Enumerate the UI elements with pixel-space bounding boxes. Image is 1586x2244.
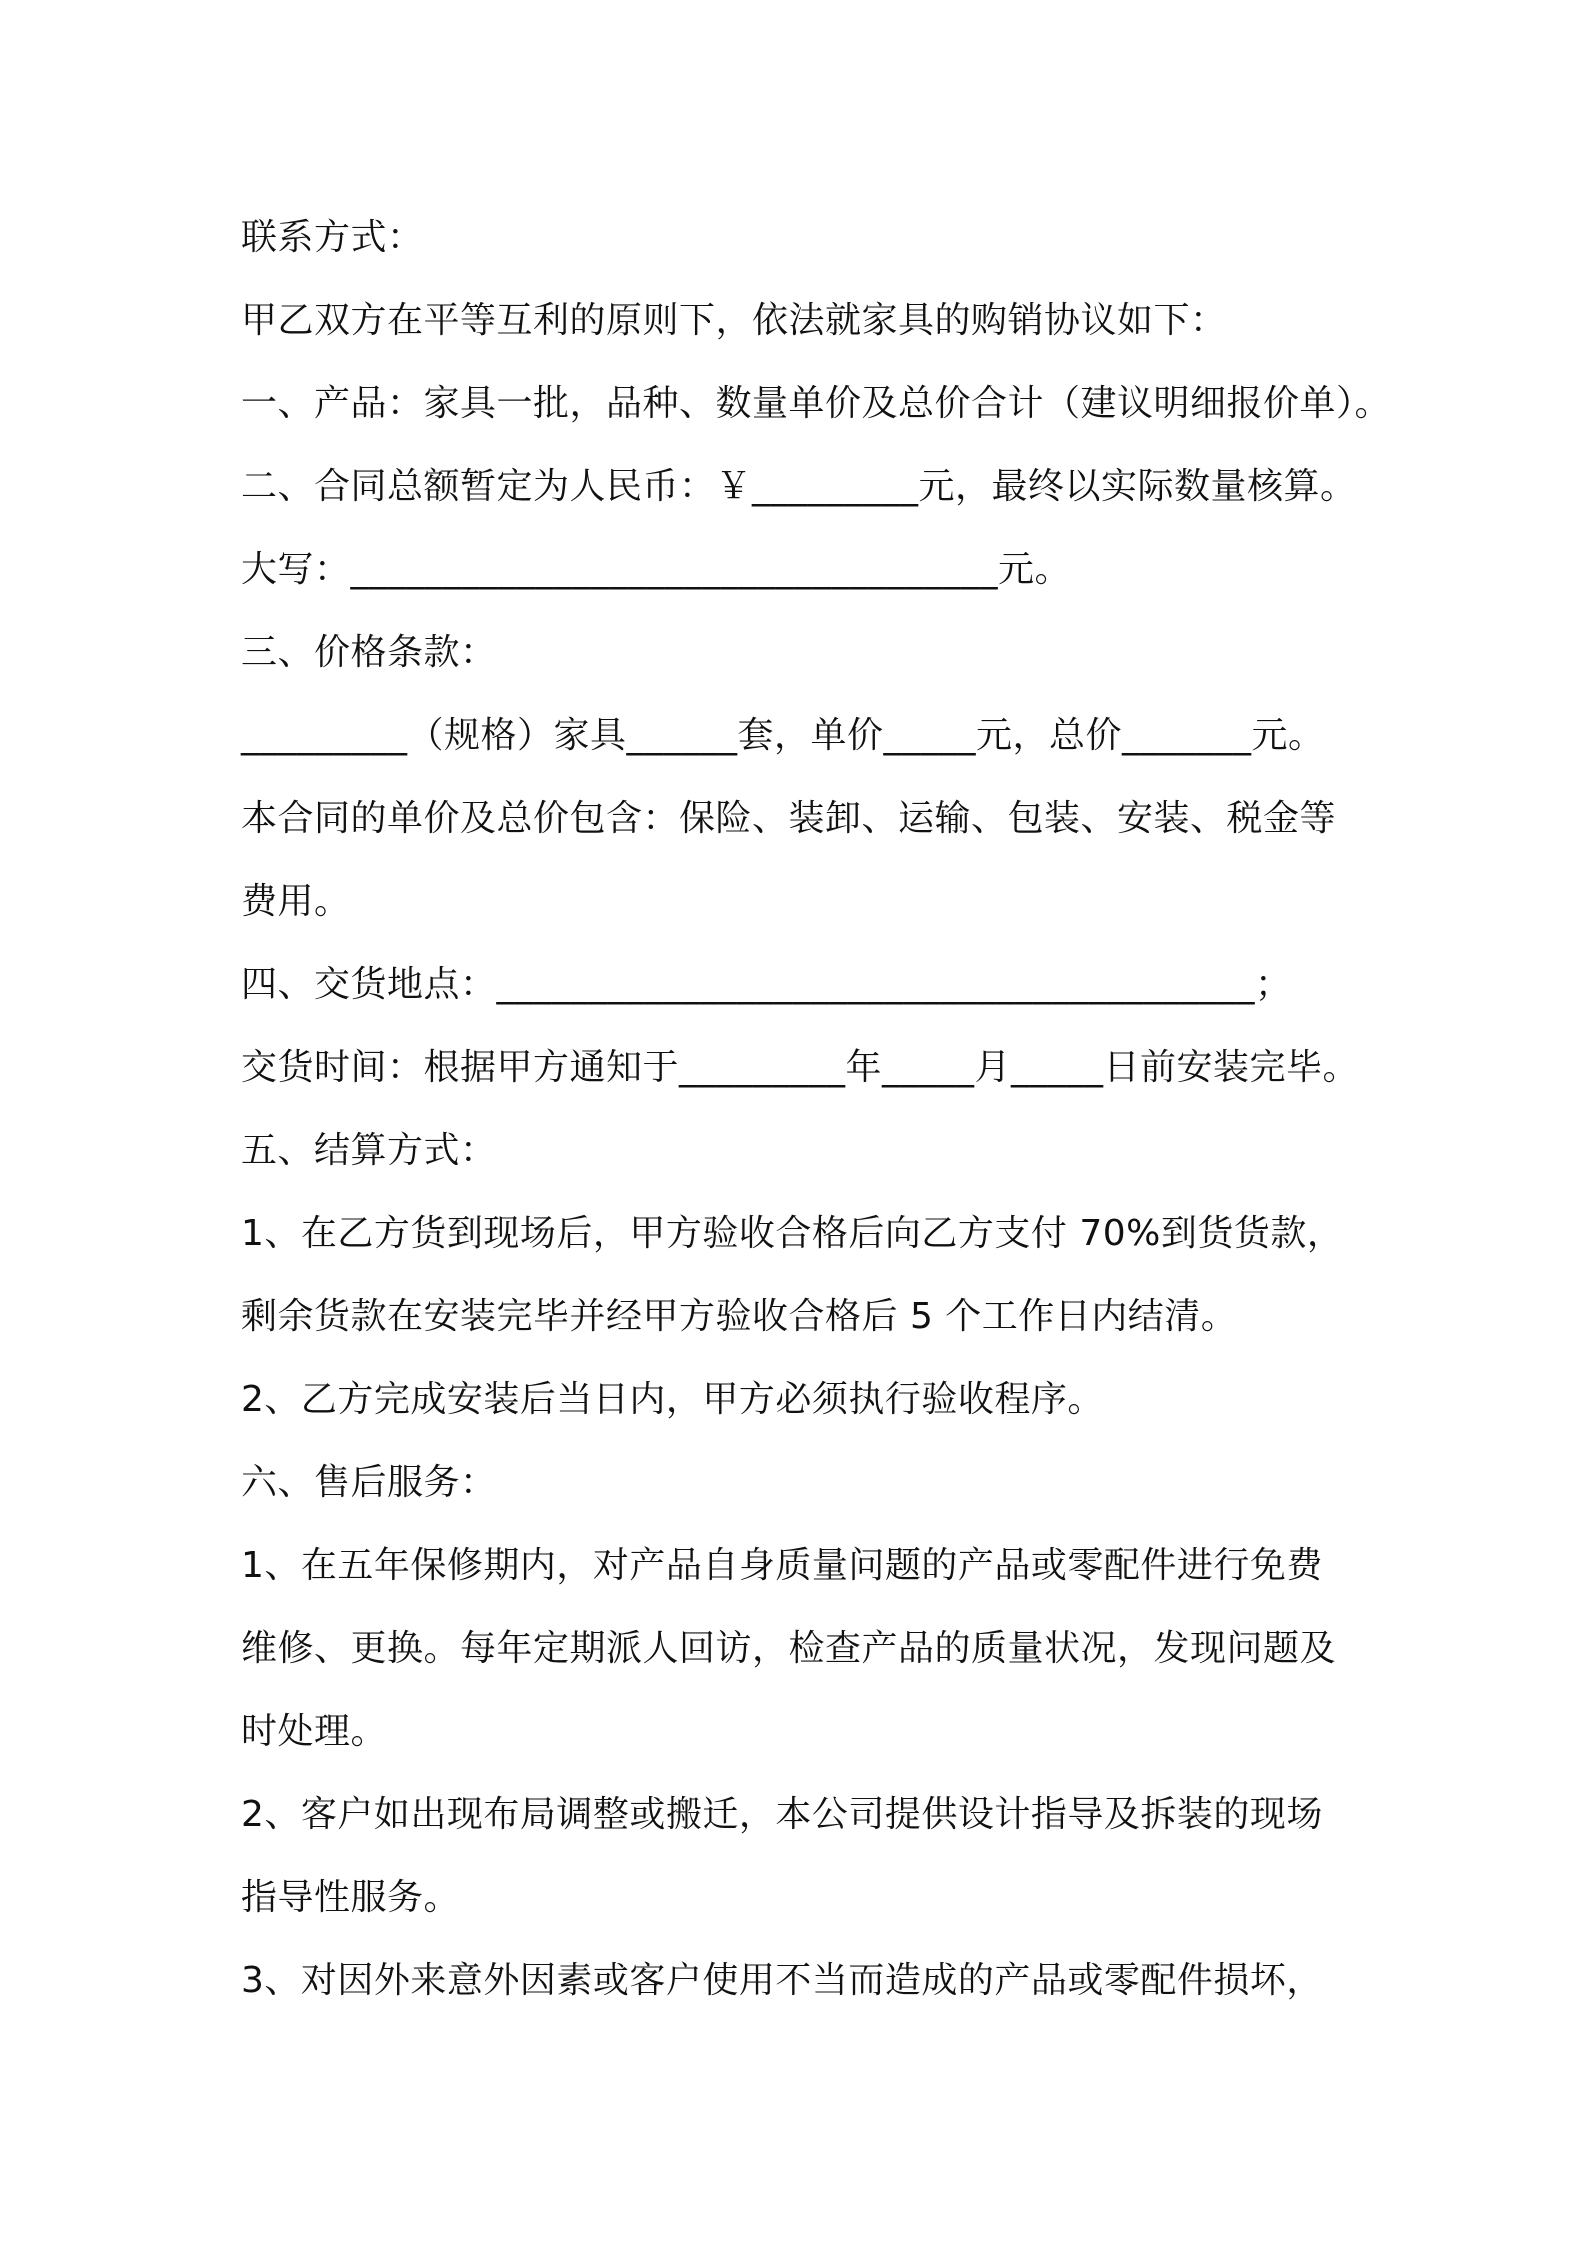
- amount-in-words: 大写：___________________________________元。: [241, 549, 1072, 590]
- delivery-time-line: 交货时间：根据甲方通知于_________年_____月_____日前安装完毕。: [241, 1047, 1360, 1088]
- payment-item-1: 1、在乙方货到现场后，甲方验收合格后向乙方支付 70%到货货款，: [241, 1213, 1344, 1254]
- clause-5-heading: 五、结算方式：: [241, 1130, 497, 1171]
- clause-6-heading: 六、售后服务：: [241, 1462, 497, 1503]
- service-item-1: 1、在五年保修期内，对产品自身质量问题的产品或零配件进行免费: [241, 1545, 1323, 1586]
- contact-heading: 联系方式：: [241, 217, 424, 258]
- clause-2-total-amount: 二、合同总额暂定为人民币：￥_________元，最终以实际数量核算。: [241, 466, 1357, 507]
- price-includes-line: 本合同的单价及总价包含：保险、装卸、运输、包装、安装、税金等: [241, 798, 1337, 839]
- service-item-2-continued: 指导性服务。: [241, 1877, 461, 1918]
- clause-3-heading: 三、价格条款：: [241, 632, 497, 673]
- payment-item-2: 2、乙方完成安装后当日内，甲方必须执行验收程序。: [241, 1379, 1104, 1420]
- service-item-2: 2、客户如出现布局调整或搬迁，本公司提供设计指导及拆装的现场: [241, 1794, 1323, 1835]
- payment-item-1-continued: 剩余货款在安装完毕并经甲方验收合格后 5 个工作日内结清。: [241, 1296, 1238, 1337]
- contract-page: [241, 196, 1392, 2022]
- clause-4-delivery-place: 四、交货地点：_________________________________________；: [241, 964, 1292, 1005]
- service-item-1-continued: 维修、更换。每年定期派人回访，检查产品的质量状况，发现问题及: [241, 1628, 1337, 1669]
- service-item-1-end: 时处理。: [241, 1711, 388, 1752]
- service-item-3: 3、对因外来意外因素或客户使用不当而造成的产品或零配件损坏，: [241, 1960, 1323, 2001]
- intro-paragraph: 甲乙双方在平等互利的原则下，依法就家具的购销协议如下：: [241, 300, 1227, 341]
- price-terms-line: _________（规格）家具______套，单价_____元，总价_______元。: [241, 715, 1325, 756]
- clause-1-product: 一、产品：家具一批，品种、数量单价及总价合计（建议明细报价单）。: [241, 383, 1392, 424]
- price-includes-continued: 费用。: [241, 881, 351, 922]
